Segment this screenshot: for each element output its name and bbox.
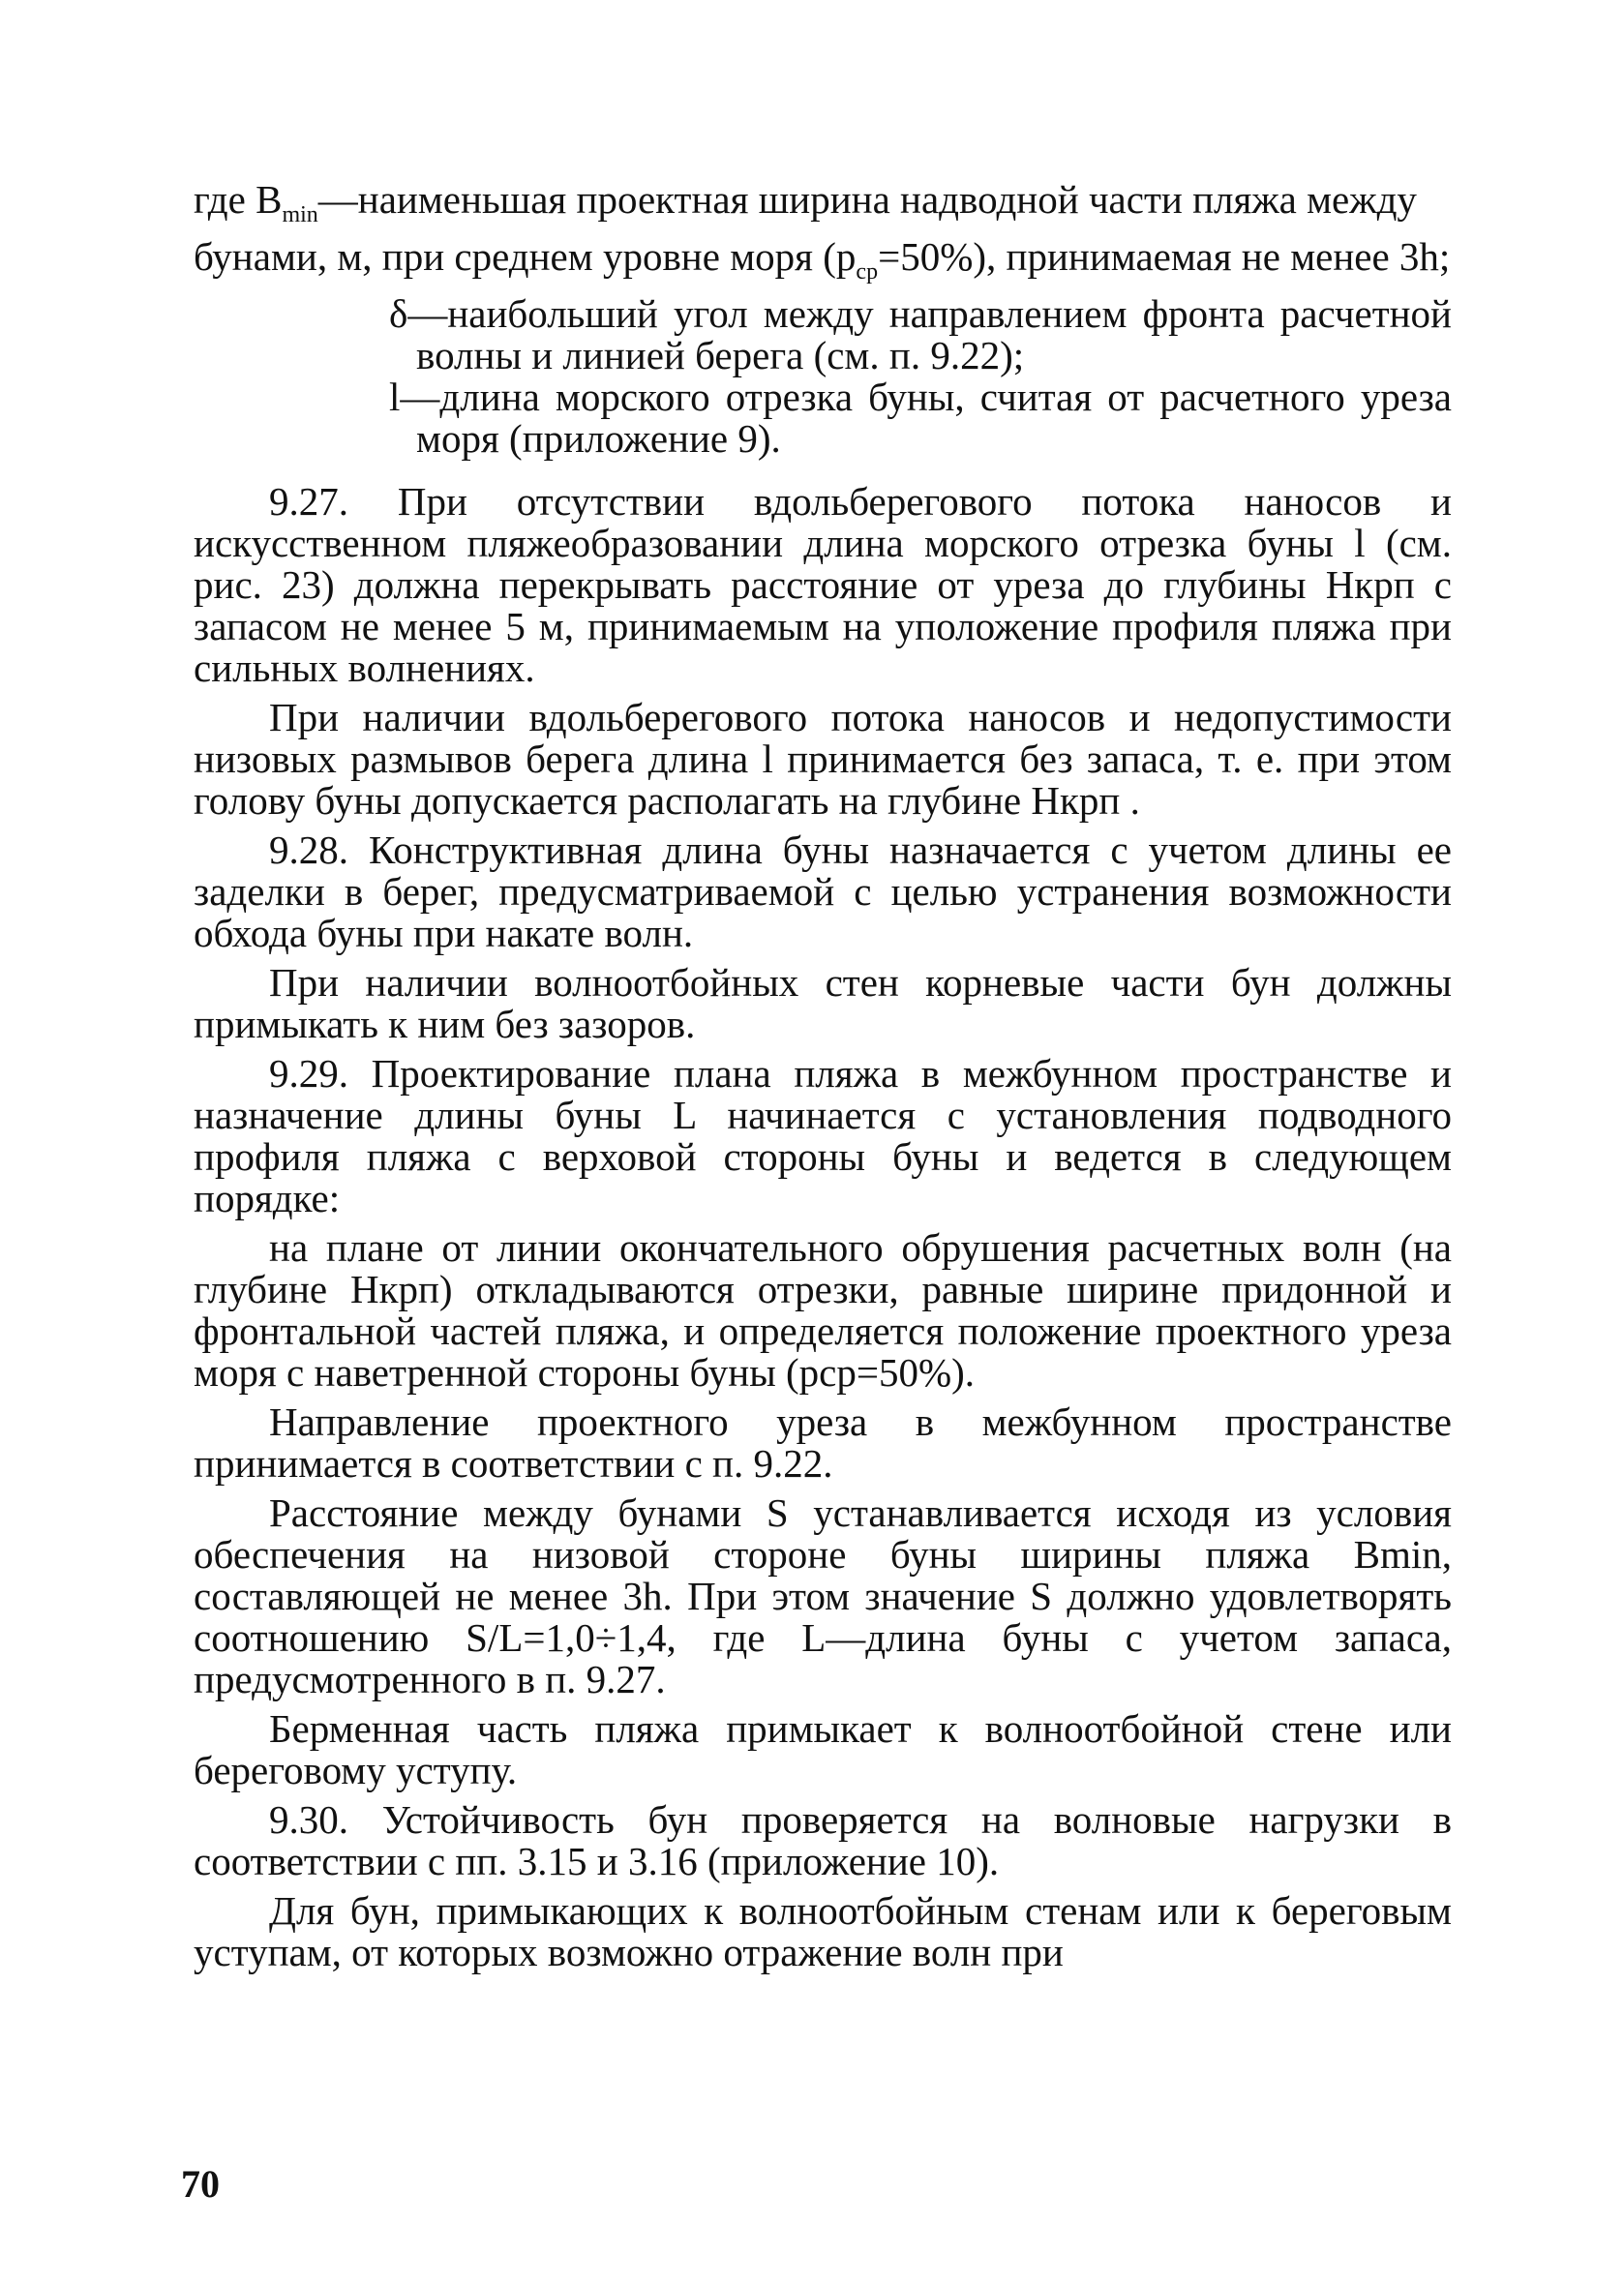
paragraph-berm: Берменная часть пляжа примыкает к волноотбойной стене или береговому уступу. xyxy=(194,1706,1452,1793)
definition-text-2: =50%), принимаемая не менее 3h; xyxy=(878,234,1451,280)
definition-bmin xyxy=(194,179,1452,293)
paragraph-9-29: 9.29. Проектирование плана пляжа в межбунном пространстве и назначение длины буны L начинается с установления подводного профиля пляжа с верховой стороны буны и ведется в следующем порядке: xyxy=(194,1051,1452,1221)
paragraph-9-27: 9.27. При отсутствии вдольберегового потока наносов и искусственном пляжеобразовании длина морского отрезка буны l (см. рис. 23) должна перекрывать расстояние от уреза до глубины Hкрп с запасом не менее 5 м, принимаемым на уположение профиля пляжа при сильных волнениях. xyxy=(194,479,1452,691)
definition-delta: δ—наибольший угол между направлением фронта расчетной волны и линией берега (см. п. 9.22); xyxy=(389,291,1452,378)
definition-text: —наименьшая проектная ширина надводной части пляжа между бунами, м, при среднем уровне моря (p xyxy=(194,177,1417,280)
paragraph-wave-walls: При наличии волноотбойных стен корневые части бун должны примыкать к ним без зазоров. xyxy=(194,960,1452,1047)
definition-subscript-2: ср xyxy=(856,259,879,286)
paragraph-plan-procedure: на плане от линии окончательного обрушения расчетных волн (на глубине Hкрп) откладываются отрезки, равные ширине придонной и фронтальной частей пляжа, и определяется положение проектного уреза моря с наветренной стороны буны (pср=50%). xyxy=(194,1225,1452,1396)
paragraph-9-30: 9.30. Устойчивость бун проверяется на волновые нагрузки в соответствии с пп. 3.15 и 3.16 (приложение 10). xyxy=(194,1797,1452,1884)
paragraph-groin-spacing: Расстояние между бунами S устанавливается исходя из условия обеспечения на низовой стороне буны ширины пляжа Bmin, составляющей не менее 3h. При этом значение S должно удовлетворять соотношению S/L=1,0÷1,4, где L—длина буны с учетом запаса, предусмотренного в п. 9.27. xyxy=(194,1490,1452,1702)
definition-l: l—длина морского отрезка буны, считая от расчетного уреза моря (приложение 9). xyxy=(389,375,1452,462)
page-number: 70 xyxy=(181,2162,220,2206)
paragraph-reflection: Для бун, примыкающих к волноотбойным стенам или к береговым уступам, от которых возможно отражение волн при xyxy=(194,1888,1452,1975)
page-body xyxy=(194,179,1452,1981)
paragraph-9-28: 9.28. Конструктивная длина буны назначается с учетом длины ее заделки в берег, предусматриваемой с целью устранения возможности обхода буны при накате волн. xyxy=(194,827,1452,956)
paragraph-longshore: При наличии вдольберегового потока наносов и недопустимости низовых размывов берега длина l принимается без запаса, т. е. при этом голову буны допускается располагать на глубине Hкрп . xyxy=(194,695,1452,824)
definition-lead: где B xyxy=(194,177,283,222)
definitions-list xyxy=(194,179,1452,460)
definition-subscript: min xyxy=(282,202,318,228)
paragraph-shoreline-direction: Направление проектного уреза в межбунном пространстве принимается в соответствии с п. 9.22. xyxy=(194,1399,1452,1487)
